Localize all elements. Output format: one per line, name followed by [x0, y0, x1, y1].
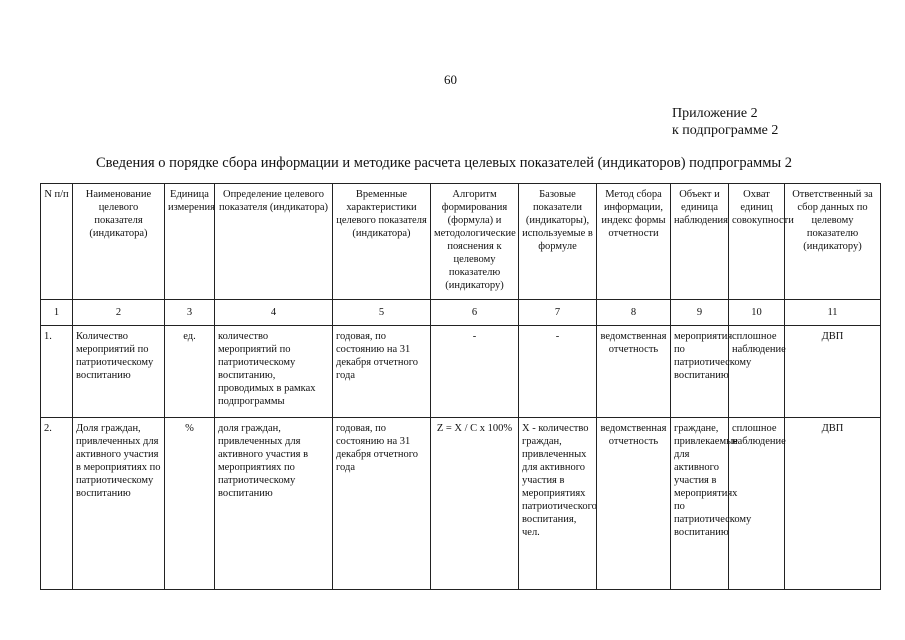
observation-object: граждане, привлекаемые для активного участия в мероприятиях по патриотическому воспитанию	[671, 418, 729, 590]
base-indicators: -	[519, 326, 597, 418]
responsible: ДВП	[785, 326, 881, 418]
header-cell: Алгоритм формирования (формула) и методологические пояснения к целевому показателю (индикатору)	[431, 184, 519, 300]
indicator-name: Количество мероприятий по патриотическому воспитанию	[73, 326, 165, 418]
header-cell: Объект и единица наблюдения	[671, 184, 729, 300]
column-number: 1	[41, 300, 73, 326]
time-characteristics: годовая, по состоянию на 31 декабря отчетного года	[333, 326, 431, 418]
header-cell: N п/п	[41, 184, 73, 300]
header-cell: Определение целевого показателя (индикатора)	[215, 184, 333, 300]
column-number: 9	[671, 300, 729, 326]
document-title: Сведения о порядке сбора информации и методике расчета целевых показателей (индикаторов) подпрограммы 2	[96, 155, 792, 171]
algorithm: -	[431, 326, 519, 418]
indicators-table	[40, 183, 881, 590]
header-cell: Ответственный за сбор данных по целевому показателю (индикатору)	[785, 184, 881, 300]
definition: количество мероприятий по патриотическому воспитанию, проводимых в рамках подпрограммы	[215, 326, 333, 418]
column-number: 11	[785, 300, 881, 326]
header-cell: Временные характеристики целевого показателя (индикатора)	[333, 184, 431, 300]
time-characteristics: годовая, по состоянию на 31 декабря отчетного года	[333, 418, 431, 590]
coverage: сплошное наблюдение	[729, 326, 785, 418]
row-number: 1.	[41, 326, 73, 418]
coverage: сплошное наблюдение	[729, 418, 785, 590]
table-row	[41, 418, 881, 590]
column-number: 2	[73, 300, 165, 326]
indicator-name: Доля граждан, привлеченных для активного участия в мероприятиях по патриотическому воспитанию	[73, 418, 165, 590]
appendix-line-1: Приложение 2	[672, 106, 758, 121]
collection-method: ведомственная отчетность	[597, 418, 671, 590]
responsible: ДВП	[785, 418, 881, 590]
header-cell: Базовые показатели (индикаторы), используемые в формуле	[519, 184, 597, 300]
base-indicators: X - количество граждан, привлеченных для активного участия в мероприятиях патриотического воспитания, чел.	[519, 418, 597, 590]
column-number-row	[41, 300, 881, 326]
table-header-row	[41, 184, 881, 300]
unit: ед.	[165, 326, 215, 418]
appendix-line-2: к подпрограмме 2	[672, 123, 779, 138]
definition: доля граждан, привлеченных для активного участия в мероприятиях по патриотическому воспитанию	[215, 418, 333, 590]
header-cell: Охват единиц совокупности	[729, 184, 785, 300]
column-number: 8	[597, 300, 671, 326]
column-number: 5	[333, 300, 431, 326]
table-row	[41, 326, 881, 418]
column-number: 6	[431, 300, 519, 326]
collection-method: ведомственная отчетность	[597, 326, 671, 418]
algorithm: Z = X / C x 100%	[431, 418, 519, 590]
observation-object: мероприятия по патриотическому воспитанию	[671, 326, 729, 418]
column-number: 3	[165, 300, 215, 326]
header-cell: Единица измерения	[165, 184, 215, 300]
header-cell: Наименование целевого показателя (индикатора)	[73, 184, 165, 300]
column-number: 7	[519, 300, 597, 326]
appendix-note	[672, 105, 778, 139]
column-number: 4	[215, 300, 333, 326]
column-number: 10	[729, 300, 785, 326]
header-cell: Метод сбора информации, индекс формы отчетности	[597, 184, 671, 300]
unit: %	[165, 418, 215, 590]
row-number: 2.	[41, 418, 73, 590]
page-number: 60	[444, 72, 457, 87]
